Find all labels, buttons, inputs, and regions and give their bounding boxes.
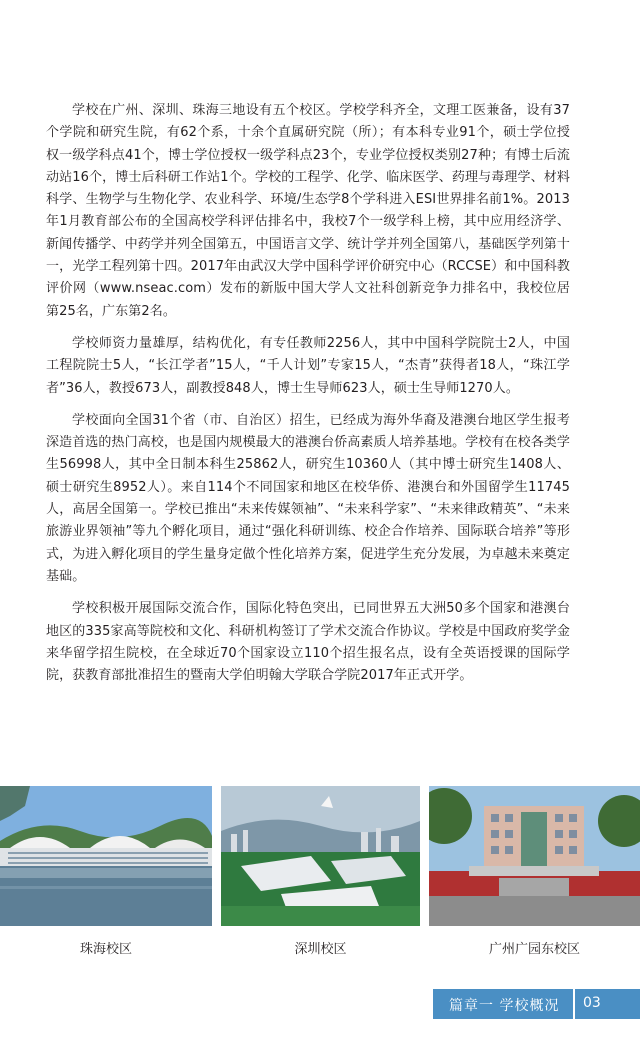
guangzhou-campus-photo: [429, 786, 640, 926]
paragraph-international: 学校积极开展国际交流合作，国际化特色突出，已同世界五大洲50多个国家和港澳台地区的335家高等院校和文化、科研机构签订了学术交流合作协议。学校是中国政府奖学金来华留学招生院校，在全球近70个国家设立110个招生报名点，设有全英语授课的国际学院，获教育部批准招生的暨南大学伯明翰大学联合学院2017年正式开学。: [46, 601, 570, 684]
caption-shenzhen: 深圳校区: [294, 942, 347, 957]
paragraph-campus-disciplines: 学校在广州、深圳、珠海三地设有五个校区。学校学科齐全，文理工医兼备，设有37个学院和研究生院，有62个系，十余个直属研究院（所）；有本科专业91个，硕士学位授权一级学科点41个，博士学位授权一级学科点23个，专业学位授权类别27种；有博士后流动站16个，博士后科研工作站1个。学校的工程学、化学、临床医学、药理与毒理学、材料科学、生物学与生物化学、农业科学、环境/生态学8个学科进入ESI世界排名前1%。2013年1月教育部公布的全国高校学科评估排名中，我校7个一级学科上榜，其中应用经济学、新闻传播学、中药学并列全国第五，中国语言文学、统计学并列全国第八，基础医学列第十一，光学工程列第十四。2017年由武汉大学中国科学评价研究中心（RCCSE）和中国科教评价网（www.nseac.com）发布的新版中国大学人文社科创新竞争力排名中，我校位居第25名，广东第2名。: [46, 103, 571, 319]
campus-photos: [0, 786, 640, 962]
zhuhai-campus-photo: [0, 786, 212, 926]
footer-divider: [573, 989, 575, 1019]
footer-bar: [433, 989, 640, 1019]
caption-zhuhai: 珠海校区: [79, 942, 132, 957]
chapter-title: 篇章一 学校概况: [449, 998, 560, 1014]
paragraph-students: 学校面向全国31个省（市、自治区）招生，已经成为海外华裔及港澳台地区学生报考深造首选的热门高校，也是国内规模最大的港澳台侨高素质人培养基地。学校有在校各类学生56998人，其中全日制本科生25862人，研究生10360人（其中博士研究生1408人、硕士研究生8952人）。来自114个不同国家和地区在校华侨、港澳台和外国留学生11745人，高居全国第一。学校已推出“未来传媒领袖”、“未来科学家”、“未来律政精英”、“未来旅游业界领袖”等九个孵化项目，通过“强化科研训练、校企合作培养、国际联合培养”等形式，为进入孵化项目的学生量身定做个性化培养方案，促进学生充分发展，为卓越未来奠定基础。: [46, 412, 571, 584]
shenzhen-campus-photo: [221, 786, 420, 926]
paragraph-faculty: 学校师资力量雄厚，结构优化，有专任教师2256人，其中中国科学院院士2人，中国工程院院士5人，“长江学者”15人，“千人计划”专家15人，“杰青”获得者18人，“珠江学者”36人，教授673人，副教授848人，博士生导师623人，硕士生导师1270人。: [46, 335, 570, 396]
caption-guangzhou: 广州广园东校区: [488, 942, 580, 957]
main-text: [46, 100, 570, 697]
page-number: 03: [583, 995, 601, 1011]
